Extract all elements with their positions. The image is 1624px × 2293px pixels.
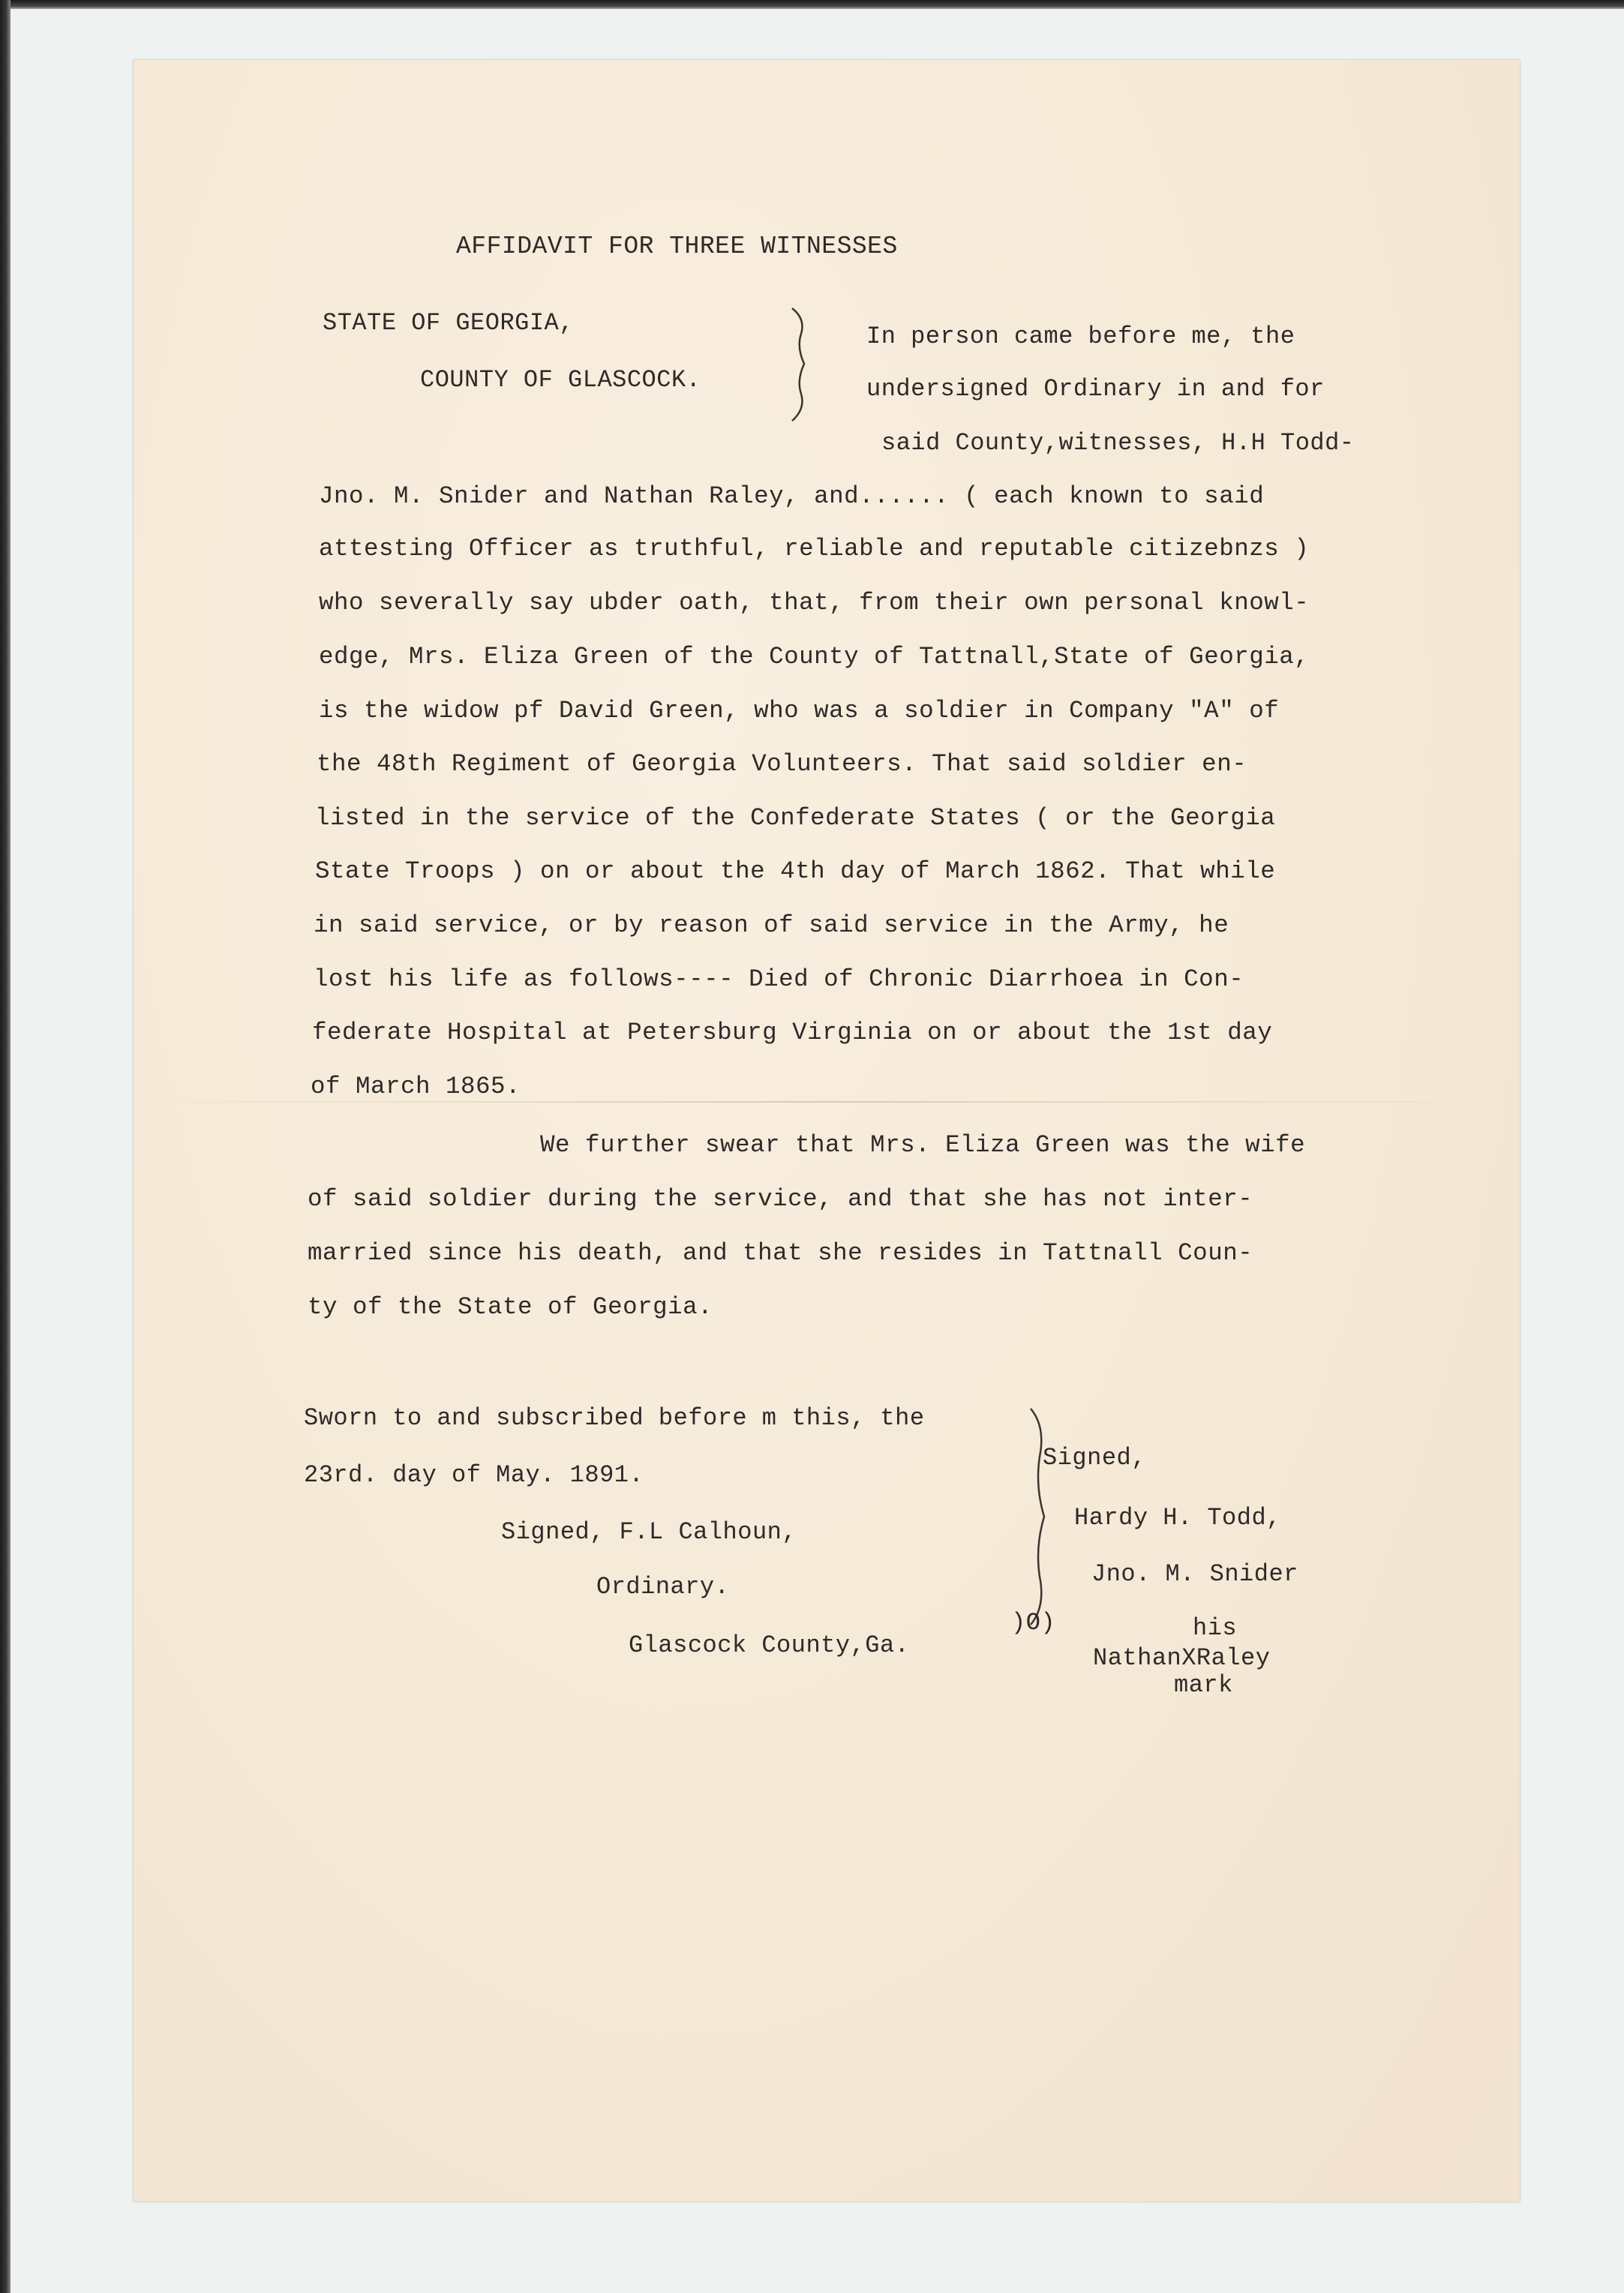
body-line-4: edge, Mrs. Eliza Green of the County of Tattnall,State of Georgia, xyxy=(319,643,1310,671)
witness-mark-word: mark xyxy=(1174,1671,1233,1699)
body-line-7: listed in the service of the Confederate States ( or the Georgia xyxy=(315,804,1276,832)
body-line-5: is the widow pf David Green, who was a soldier in Company "A" of xyxy=(319,697,1280,725)
scan-edge-left xyxy=(0,0,11,2293)
sworn-office: Ordinary. xyxy=(596,1573,730,1601)
body-line-11: federate Hospital at Petersburg Virginia on or about the 1st day xyxy=(312,1019,1273,1046)
body-line-6: the 48th Regiment of Georgia Volunteers. That said soldier en- xyxy=(317,750,1247,778)
witness-jno-snider: Jno. M. Snider xyxy=(1091,1560,1298,1588)
body-line-9: in said service, or by reason of said service in the Army, he xyxy=(314,911,1229,939)
witness-brace xyxy=(1028,1404,1050,1629)
paragraph2-line-2: of said soldier during the service, and that she has not inter- xyxy=(308,1185,1253,1213)
document-title: AFFIDAVIT FOR THREE WITNESSES xyxy=(456,233,898,260)
paragraph2-line-3: married since his death, and that she resides in Tattnall Coun- xyxy=(308,1239,1253,1267)
paper-fold-line xyxy=(134,1101,1520,1103)
state-line: STATE OF GEORGIA, xyxy=(323,309,574,337)
body-line-2: attesting Officer as truthful, reliable and reputable citizebnzs ) xyxy=(319,535,1310,563)
sworn-location: Glascock County,Ga. xyxy=(629,1631,910,1659)
body-line-12: of March 1865. xyxy=(311,1073,521,1100)
county-line: COUNTY OF GLASCOCK. xyxy=(420,366,701,394)
witness-mark-prefix: )O) xyxy=(1011,1609,1056,1637)
witness-signed-label: Signed, xyxy=(1043,1444,1146,1472)
body-line-8: State Troops ) on or about the 4th day of March 1862. That while xyxy=(315,857,1276,885)
intro-line-3: said County,witnesses, H.H Todd- xyxy=(881,429,1355,457)
intro-line-2: undersigned Ordinary in and for xyxy=(866,375,1325,403)
intro-line-1: In person came before me, the xyxy=(866,323,1295,350)
body-line-10: lost his life as follows---- Died of Chronic Diarrhoea in Con- xyxy=(314,965,1244,993)
witness-hardy-todd: Hardy H. Todd, xyxy=(1074,1504,1281,1532)
body-line-3: who severally say ubder oath, that, from their own personal knowl- xyxy=(319,589,1310,617)
sworn-line-1: Sworn to and subscribed before m this, the xyxy=(304,1404,925,1432)
sworn-date: 23rd. day of May. 1891. xyxy=(304,1461,644,1489)
witness-mark-his: his xyxy=(1193,1614,1238,1642)
witness-nathan-raley: NathanXRaley xyxy=(1093,1644,1271,1672)
paragraph2-line-1: We further swear that Mrs. Eliza Green was the wife xyxy=(540,1131,1306,1159)
scan-edge-top xyxy=(0,0,1624,9)
header-brace xyxy=(789,304,812,424)
paragraph2-line-4: ty of the State of Georgia. xyxy=(308,1293,713,1321)
body-line-1: Jno. M. Snider and Nathan Raley, and...... ( each known to said xyxy=(319,482,1265,510)
sworn-signed-by: Signed, F.L Calhoun, xyxy=(501,1518,797,1546)
